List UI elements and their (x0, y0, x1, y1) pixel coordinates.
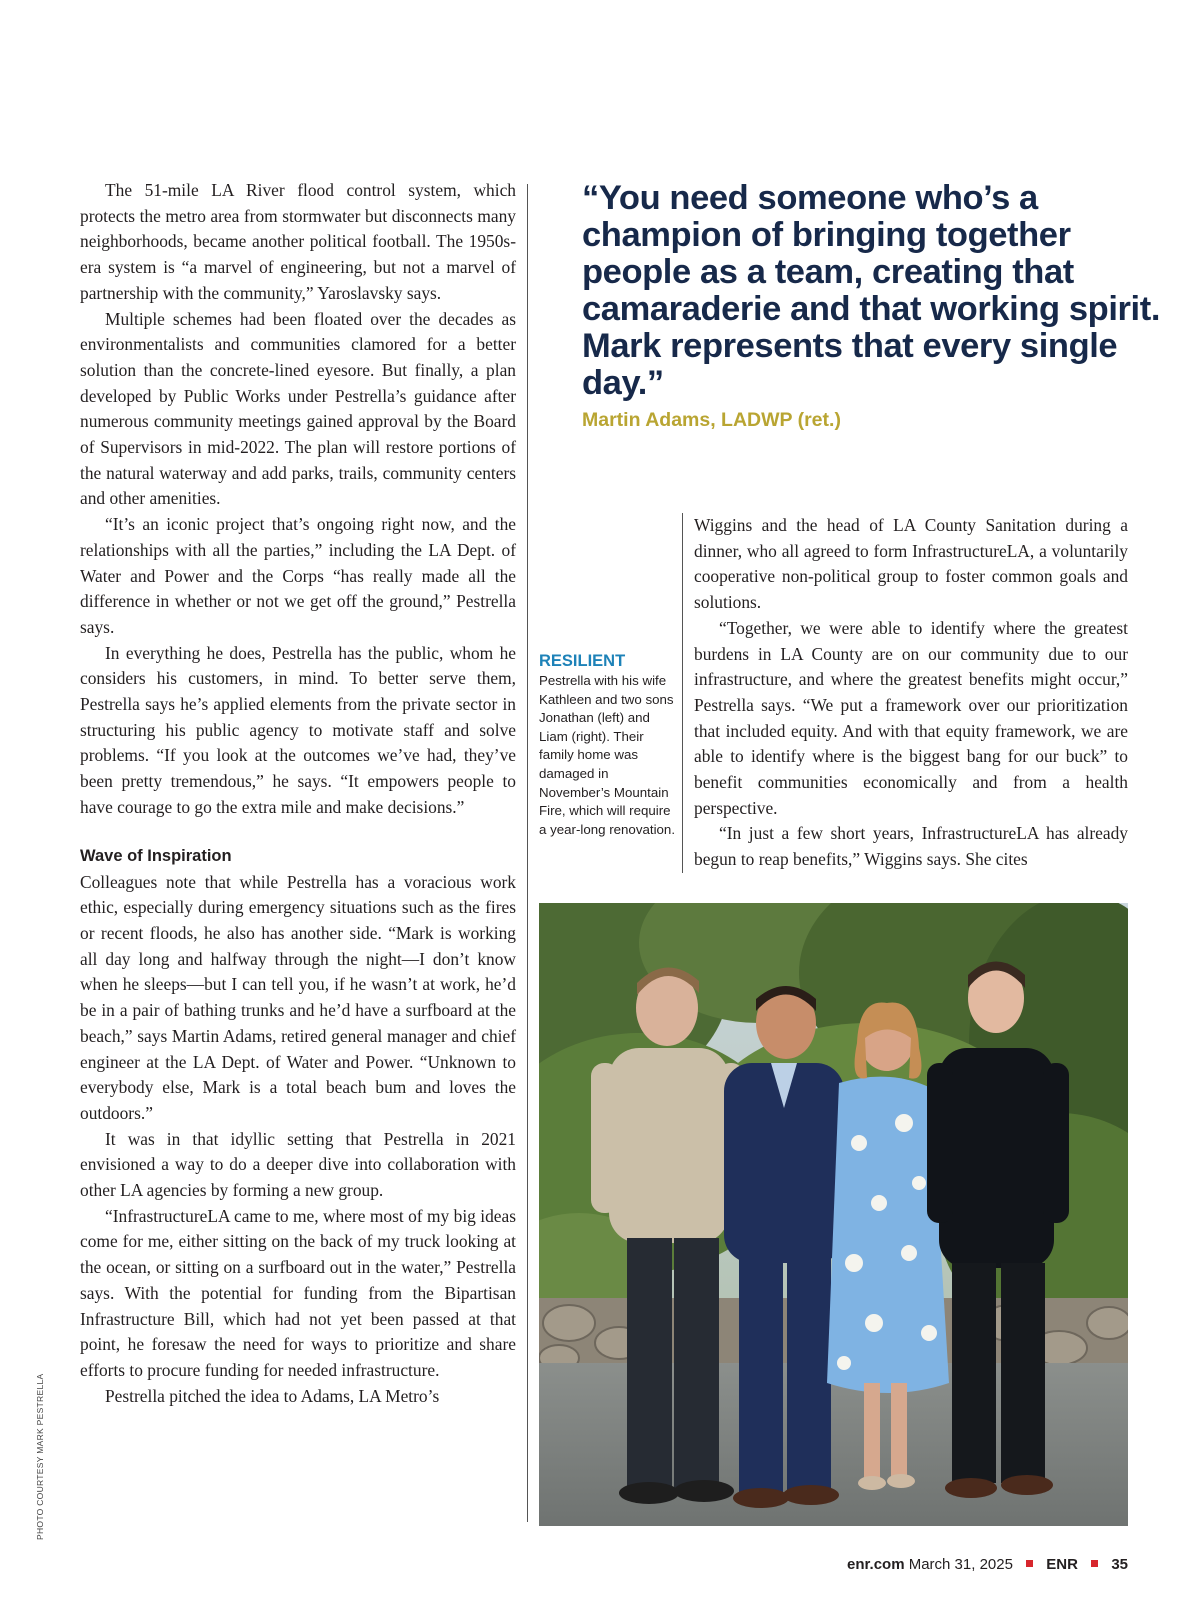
subhead: Wave of Inspiration (80, 846, 232, 865)
body-paragraph: It was in that idyllic setting that Pestrella in 2021 envisioned a way to do a deeper dive into collaboration with other LA agencies by forming a new group. (80, 1128, 516, 1201)
page-footer (847, 1556, 1128, 1573)
right-column (694, 513, 1128, 873)
column-rule (682, 513, 683, 873)
photo-credit: PHOTO COURTESY MARK PESTRELLA (35, 1373, 45, 1540)
body-paragraph: The 51-mile LA River flood control system, which protects the metro area from stormwater but disconnects many neighborhoods, became another political football. The 1950s-era system is “a marvel of engineering, but not a marvel of partnership with the community,” Yaroslavsky says. (80, 180, 516, 303)
page-number: 35 (1111, 1556, 1128, 1573)
column-rule (527, 184, 528, 1522)
caption-text: Pestrella with his wife Kathleen and two sons Jonathan (left) and Liam (right). Their family home was damaged in November’s Mountain Fire, which will require a year-long renovation. (539, 673, 676, 837)
family-photo (539, 903, 1128, 1526)
body-paragraph: “In just a few short years, InfrastructureLA has already begun to reap benefits,” Wiggins says. She cites (694, 823, 1128, 870)
pull-quote: “You need someone who’s a champion of bringing together people as a team, creating that camaraderie and that working spirit. Mark represents that every single day.” (582, 179, 1161, 402)
body-paragraph: Pestrella pitched the idea to Adams, LA Metro’s (105, 1385, 440, 1406)
footer-site: enr.com (847, 1556, 905, 1573)
body-paragraph: Colleagues note that while Pestrella has a voracious work ethic, especially during emergency situations such as the fires or recent floods, he also has another side. “Mark is working all day long and halfway through the night—I don’t know when he sleeps—but I can tell you, if he wasn’t at work, he’d be in a pair of bathing trunks and he’d have a surfboard at the beach,” says Martin Adams, retired general manager and chief engineer at the LA Dept. of Water and Power. “Unknown to everybody else, Mark is a total beach bum and loves the outdoors.” (80, 871, 516, 1123)
body-paragraph: Multiple schemes had been floated over the decades as environmentalists and communities clamored for a better solution than the concrete-lined eyesore. But finally, a plan developed by Public Works under Pestrella’s guidance after numerous community meetings gained approval by the Board of Supervisors in mid-2022. The plan will restore portions of the natural waterway and add parks, trails, community centers and other amenities. (80, 308, 516, 509)
body-paragraph: In everything he does, Pestrella has the public, whom he considers his customers, in mind. To better serve them, Pestrella says he’s applied elements from the private sector in structuring his public agency to motivate staff and solve problems. “If you look at the outcomes we’ve had, they’ve been pretty tremendous,” he says. “It empowers people to have courage to go the extra mile and make decisions.” (80, 642, 516, 817)
footer-brand: ENR (1046, 1556, 1078, 1573)
photo-caption (539, 651, 679, 839)
footer-date: March 31, 2025 (908, 1556, 1013, 1573)
body-paragraph: “Together, we were able to identify where the greatest burdens in LA County are on our community due to our infrastructure, and where the greatest benefits might occur,” Pestrella says. “We put a framework over our prioritization that included equity. And with that equity framework, we are able to identify where is the biggest bang for our buck” to benefit communities economically and from a health perspective. (694, 617, 1128, 818)
left-column (80, 178, 516, 1409)
caption-kicker: RESILIENT (539, 652, 626, 670)
body-paragraph: Wiggins and the head of LA County Sanitation during a dinner, who all agreed to form InfrastructureLA, a voluntarily cooperative non-political group to foster common goals and solutions. (694, 515, 1128, 613)
body-paragraph: “InfrastructureLA came to me, where most of my big ideas come for me, either sitting on the back of my truck looking at the ocean, or sitting on a surfboard out in the water,” Pestrella says. With the potential for funding from the Bipartisan Infrastructure Bill, which had not yet been passed at that point, he foresaw the need for ways to prioritize and share efforts to procure funding for needed infrastructure. (80, 1205, 516, 1380)
body-paragraph: “It’s an iconic project that’s ongoing right now, and the relationships with all the parties,” including the LA Dept. of Water and Power and the Corps “has really made all the difference in whether or not we get off the ground,” Pestrella says. (80, 514, 516, 637)
pull-quote-attribution: Martin Adams, LADWP (ret.) (582, 409, 841, 431)
footer-square-icon (1091, 1560, 1098, 1567)
footer-square-icon (1026, 1560, 1033, 1567)
